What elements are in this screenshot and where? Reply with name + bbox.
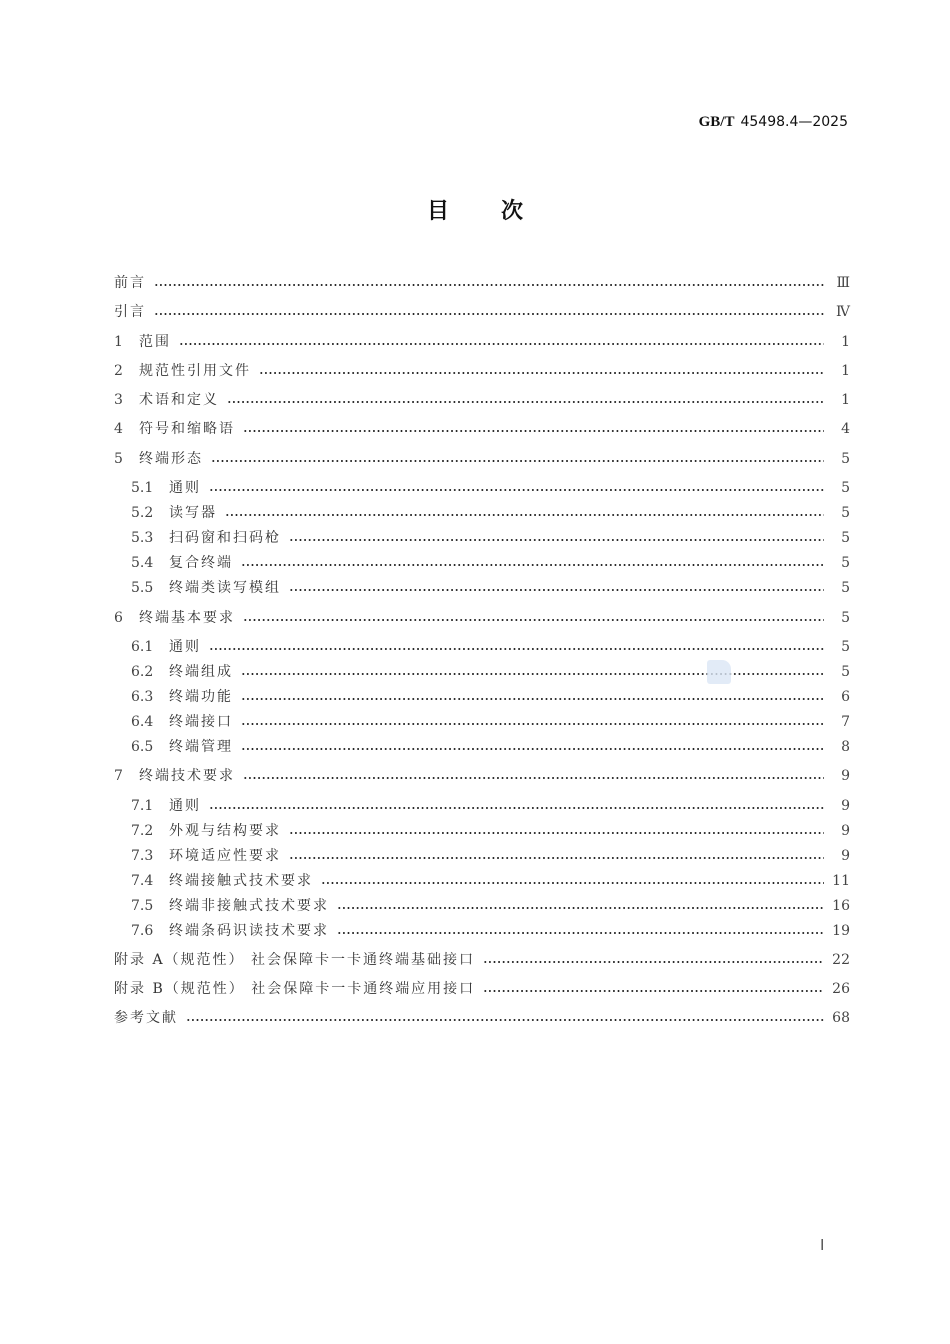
toc-entry[interactable] [114, 448, 850, 470]
toc-page: 1 [841, 334, 850, 350]
toc-leader-dots [239, 607, 828, 629]
toc-page: 11 [832, 873, 850, 889]
toc-label: 术语和定义 [139, 392, 219, 408]
toc-number: 6.1 [131, 639, 154, 655]
toc-label: 复合终端 [169, 555, 233, 571]
toc-label: 读写器 [169, 505, 217, 521]
toc-number: 7.3 [131, 848, 154, 864]
toc-page: 1 [841, 363, 850, 379]
toc-entry[interactable] [131, 527, 850, 549]
toc-entry[interactable] [131, 895, 850, 917]
toc-entry[interactable] [131, 636, 850, 658]
toc-page: 26 [832, 981, 850, 997]
toc-page: 22 [832, 952, 850, 968]
toc-number: 7 [114, 768, 123, 784]
toc-leader-dots [205, 636, 828, 658]
toc-leader-dots [333, 895, 828, 917]
toc-entry[interactable] [131, 477, 850, 499]
standard-prefix: GB/T [698, 114, 735, 130]
toc-entry[interactable] [114, 272, 850, 294]
toc-entry[interactable] [131, 820, 850, 842]
toc-entry[interactable] [114, 607, 850, 629]
toc-entry[interactable] [131, 711, 850, 733]
toc-leader-dots [150, 272, 828, 294]
toc-entry[interactable] [114, 1007, 850, 1029]
toc-number: 5.5 [131, 580, 154, 596]
toc-leader-dots [317, 870, 828, 892]
toc-entry[interactable] [114, 765, 850, 787]
toc-entry[interactable] [114, 389, 850, 411]
toc-number: 6.4 [131, 714, 154, 730]
toc-leader-dots [237, 661, 828, 683]
toc-label: 符号和缩略语 [139, 421, 235, 437]
toc-leader-dots [223, 389, 828, 411]
toc-number: 7.6 [131, 923, 154, 939]
toc-entry[interactable] [131, 502, 850, 524]
standard-code [699, 114, 848, 131]
toc-label: 扫码窗和扫码枪 [169, 530, 281, 546]
toc-entry[interactable] [131, 552, 850, 574]
toc-leader-dots [239, 418, 828, 440]
toc-label: 终端接触式技术要求 [169, 873, 313, 889]
toc-page: 5 [841, 580, 850, 596]
toc-page: Ⅳ [836, 304, 850, 320]
toc-number: 2 [114, 363, 123, 379]
toc-leader-dots [285, 820, 828, 842]
toc-entry[interactable] [114, 978, 850, 1000]
toc-page: 5 [841, 480, 850, 496]
toc-label: 终端形态 [139, 451, 203, 467]
footer-page-number: Ⅰ [820, 1238, 825, 1254]
toc-page: 5 [841, 664, 850, 680]
toc-page: 5 [841, 639, 850, 655]
toc-leader-dots [479, 978, 828, 1000]
toc-number: 1 [114, 334, 123, 350]
toc-number: 5 [114, 451, 123, 467]
toc-number: 5.4 [131, 555, 154, 571]
toc-label: 终端组成 [169, 664, 233, 680]
toc-leader-dots [237, 711, 828, 733]
title-char-2: 次 [501, 199, 524, 224]
toc-number: 5.2 [131, 505, 154, 521]
toc-page: 9 [841, 768, 850, 784]
toc-label: 终端基本要求 [139, 610, 235, 626]
toc-page: 9 [841, 823, 850, 839]
toc-label: 终端管理 [169, 739, 233, 755]
toc-number: 7.4 [131, 873, 154, 889]
toc-leader-dots [239, 765, 828, 787]
toc-entry[interactable] [114, 418, 850, 440]
toc-entry[interactable] [114, 331, 850, 353]
toc-page: 5 [841, 530, 850, 546]
toc-page: 1 [841, 392, 850, 408]
toc-entry[interactable] [114, 360, 850, 382]
toc-label: 终端类读写模组 [169, 580, 281, 596]
toc-leader-dots [150, 301, 828, 323]
toc-page: 8 [841, 739, 850, 755]
toc-page: Ⅲ [836, 275, 850, 291]
toc-leader-dots [237, 552, 828, 574]
toc-label: 规范性引用文件 [139, 363, 251, 379]
toc-label: 引言 [114, 304, 146, 320]
toc-entry[interactable] [131, 795, 850, 817]
toc-entry[interactable] [131, 736, 850, 758]
toc-label: 附录 B（规范性） 社会保障卡一卡通终端应用接口 [114, 981, 476, 997]
toc-label: 终端非接触式技术要求 [169, 898, 329, 914]
toc-leader-dots [175, 331, 828, 353]
toc-entry[interactable] [114, 301, 850, 323]
toc-page: 68 [832, 1010, 850, 1026]
toc-label: 外观与结构要求 [169, 823, 281, 839]
toc-number: 5.3 [131, 530, 154, 546]
toc-entry[interactable] [131, 870, 850, 892]
toc-label: 通则 [169, 639, 201, 655]
toc-leader-dots [479, 949, 828, 971]
toc-number: 6.2 [131, 664, 154, 680]
toc-leader-dots [205, 477, 828, 499]
toc-leader-dots [221, 502, 828, 524]
toc-number: 5.1 [131, 480, 154, 496]
toc-page: 5 [841, 451, 850, 467]
toc-page: 5 [841, 610, 850, 626]
toc-label: 终端接口 [169, 714, 233, 730]
toc-entry[interactable] [131, 577, 850, 599]
toc-entry[interactable] [114, 949, 850, 971]
toc-label: 附录 A（规范性） 社会保障卡一卡通终端基础接口 [114, 952, 476, 968]
toc-page: 5 [841, 505, 850, 521]
title-char-1: 目 [426, 199, 449, 224]
toc-leader-dots [237, 686, 828, 708]
toc-leader-dots [207, 448, 828, 470]
toc-number: 6.5 [131, 739, 154, 755]
toc-page: 9 [841, 848, 850, 864]
toc-leader-dots [237, 736, 828, 758]
toc-leader-dots [285, 845, 828, 867]
toc-label: 终端功能 [169, 689, 233, 705]
toc-entry[interactable] [131, 686, 850, 708]
toc-number: 3 [114, 392, 123, 408]
toc-entry[interactable] [131, 920, 850, 942]
page-title [0, 194, 950, 225]
standard-number: 45498.4—2025 [740, 114, 848, 130]
toc-number: 4 [114, 421, 123, 437]
toc-label: 前言 [114, 275, 146, 291]
toc-label: 通则 [169, 798, 201, 814]
toc-number: 7.5 [131, 898, 154, 914]
toc-entry[interactable] [131, 661, 850, 683]
toc-leader-dots [285, 527, 828, 549]
toc-leader-dots [333, 920, 828, 942]
toc-number: 6.3 [131, 689, 154, 705]
toc-label: 终端条码识读技术要求 [169, 923, 329, 939]
toc-label: 终端技术要求 [139, 768, 235, 784]
toc-number: 6 [114, 610, 123, 626]
toc-page: 9 [841, 798, 850, 814]
toc-page: 4 [841, 421, 850, 437]
toc-entry[interactable] [131, 845, 850, 867]
toc-label: 范围 [139, 334, 171, 350]
toc-leader-dots [182, 1007, 828, 1029]
toc-page: 5 [841, 555, 850, 571]
toc-page: 6 [841, 689, 850, 705]
toc-leader-dots [205, 795, 828, 817]
toc-label: 通则 [169, 480, 201, 496]
toc-page: 16 [832, 898, 850, 914]
toc-number: 7.2 [131, 823, 154, 839]
toc-label: 环境适应性要求 [169, 848, 281, 864]
toc-leader-dots [285, 577, 828, 599]
toc-page: 7 [841, 714, 850, 730]
toc-page: 19 [832, 923, 850, 939]
watermark-logo-icon [707, 660, 731, 684]
toc-label: 参考文献 [114, 1010, 178, 1026]
toc-leader-dots [255, 360, 828, 382]
toc-number: 7.1 [131, 798, 154, 814]
